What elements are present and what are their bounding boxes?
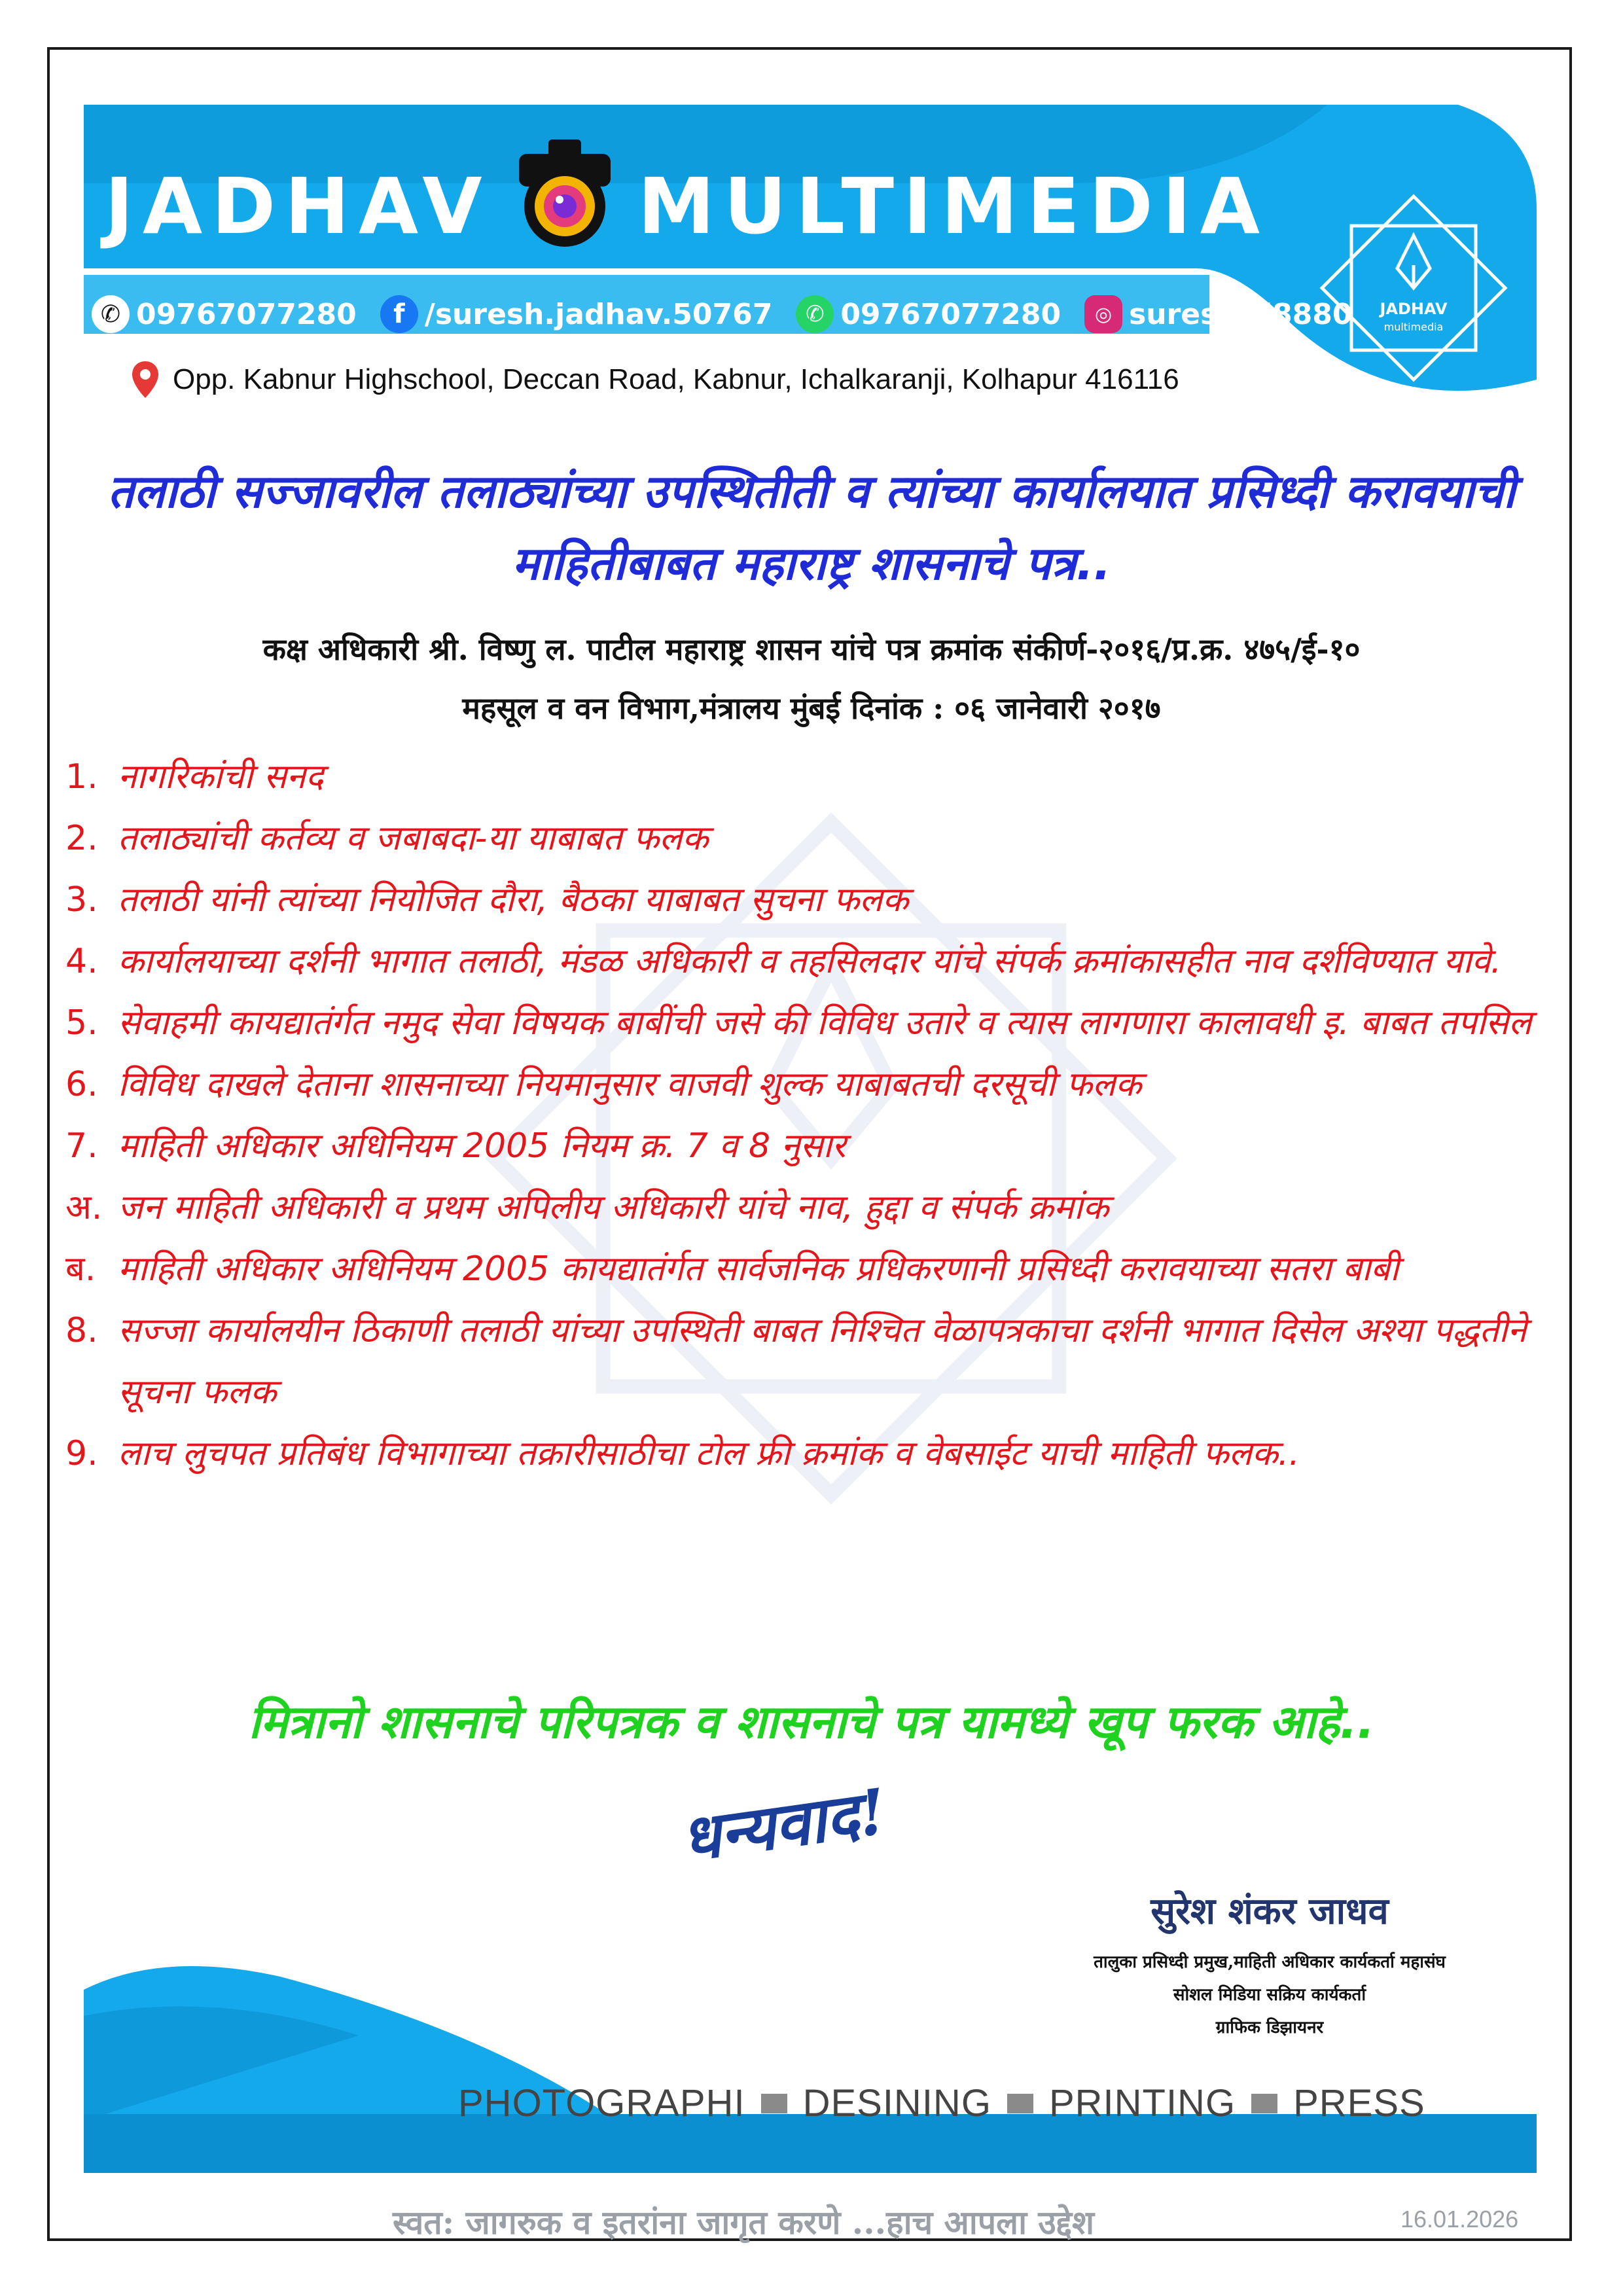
item-number: 9.: [65, 1434, 98, 1473]
item-number: 4.: [65, 942, 98, 981]
item-number: ब.: [65, 1249, 96, 1289]
facebook-handle: /suresh.jadhav.50767: [424, 297, 773, 331]
service-designing: DESINING: [802, 2082, 991, 2125]
service-photography: PHOTOGRAPHI: [458, 2082, 745, 2125]
list-item: [65, 1115, 1571, 1177]
item-text: तलाठी यांनी त्यांच्या नियोजित दौरा, बैठका याबाबत सुचना फलक: [118, 880, 909, 920]
item-text: तलाठ्यांची कर्तव्य व जबाबदा-या याबाबत फलक: [118, 819, 709, 858]
list-item: [65, 1300, 1571, 1423]
item-text: सज्जा कार्यालयीन ठिकाणी तलाठी यांच्या उपस्थिती बाबत निश्चित वेळापत्रकाचा दर्शनी भागात दिसेल अश्या पद्धतीने सूचना फलक: [118, 1311, 1527, 1412]
title-line-1: तलाठी सज्जावरील तलाठ्यांच्या उपस्थितीती व त्यांच्या कार्यालयात प्रसिध्दी करावयाची: [107, 465, 1516, 518]
list-item: [65, 746, 1571, 808]
list-item: [65, 1054, 1571, 1115]
address-text: Opp. Kabnur Highschool, Deccan Road, Kabnur, Ichalkaranji, Kolhapur 416116: [173, 363, 1179, 395]
address-line: [131, 360, 1179, 399]
item-text: लाच लुचपत प्रतिबंध विभागाच्या तक्रारीसाठीचा टोल फ्री क्रमांक व वेबसाईट याची माहिती फलक..: [118, 1434, 1300, 1473]
whatsapp-number: 09767077280: [840, 297, 1061, 331]
camera-lens-icon: [499, 128, 630, 259]
list-item: [65, 992, 1571, 1054]
item-number: अ.: [65, 1188, 103, 1227]
item-number: 1.: [65, 757, 98, 797]
thank-you-calligraphy: धन्यवाद!: [677, 1774, 891, 1876]
item-text: माहिती अधिकार अधिनियम 2005 नियम क्र. 7 व 8 नुसार: [118, 1126, 846, 1166]
list-item: [65, 1177, 1571, 1238]
facebook-icon: f: [380, 295, 418, 333]
signatory-name: सुरेश शंकर जाधव: [1150, 1890, 1389, 1933]
service-printing: PRINTING: [1048, 2082, 1236, 2125]
item-text: विविध दाखले देताना शासनाच्या नियमानुसार वाजवी शुल्क याबाबतची दरसूची फलक: [118, 1065, 1142, 1104]
brand-logo: [105, 157, 1269, 255]
phone-number: 09767077280: [136, 297, 357, 331]
list-item: [65, 931, 1571, 992]
item-number: 2.: [65, 819, 98, 858]
item-text: नागरिकांची सनद: [118, 757, 324, 797]
item-number: 7.: [65, 1126, 98, 1166]
requirements-list: [65, 746, 1571, 1484]
letter-reference: कक्ष अधिकारी श्री. विष्णु ल. पाटील महाराष्ट्र शासन यांचे पत्र क्रमांक संकीर्ण-२०१६/प्र.क्र. ४७५/ई-१०: [262, 632, 1361, 667]
location-pin-icon: [131, 360, 160, 399]
separator-square: [761, 2094, 787, 2113]
motto: स्वत: जागरुक व इतरांना जागृत करणे ...हाच आपला उद्देश: [393, 2203, 1095, 2242]
service-press: PRESS: [1293, 2082, 1425, 2125]
item-number: 8.: [65, 1311, 98, 1350]
svg-text:multimedia: multimedia: [1383, 321, 1444, 333]
date-stamp: 16.01.2026: [1400, 2206, 1519, 2233]
contact-bar: [86, 288, 1364, 340]
instagram-icon: ◎: [1084, 295, 1122, 333]
instagram-handle: suresh_ j8880: [1129, 297, 1353, 331]
brand-name-left: JADHAV: [105, 161, 491, 251]
services-strip: [458, 2081, 1425, 2125]
item-number: 3.: [65, 880, 98, 920]
brand-name-right: MULTIMEDIA: [637, 161, 1270, 251]
item-text: कार्यालयाच्या दर्शनी भागात तलाठी, मंडळ अधिकारी व तहसिलदार यांचे संपर्क क्रमांकासहीत नाव दर्शविण्यात यावे.: [118, 942, 1502, 981]
phone-icon: ✆: [92, 295, 130, 333]
closing-note: मित्रानो शासनाचे परिपत्रक व शासनाचे पत्र यामध्ये खूप फरक आहे..: [248, 1695, 1375, 1749]
whatsapp-icon: ✆: [796, 295, 834, 333]
signatory-title-2: सोशल मिडिया सक्रिय कार्यकर्ता: [1173, 1985, 1366, 2005]
item-number: 6.: [65, 1065, 98, 1104]
item-number: 5.: [65, 1003, 98, 1043]
separator-square: [1251, 2094, 1277, 2113]
list-item: [65, 808, 1571, 869]
list-item: [65, 1238, 1571, 1300]
separator-square: [1007, 2094, 1033, 2113]
letter-department-date: महसूल व वन विभाग,मंत्रालय मुंबई दिनांक : ०६ जानेवारी २०१७: [462, 691, 1161, 726]
item-text: माहिती अधिकार अधिनियम 2005 कायद्यातंर्गत सार्वजनिक प्रधिकरणानी प्रसिध्दी करावयाच्या सतरा बाबी: [118, 1249, 1399, 1289]
signatory-title-3: ग्राफिक डिझायनर: [1215, 2018, 1324, 2037]
item-text: सेवाहमी कायद्यातंर्गत नमुद सेवा विषयक बाबींची जसे की विविध उतारे व त्यास लागणारा कालावधी इ. बाबत तपसिल: [118, 1003, 1532, 1043]
list-item: [65, 869, 1571, 931]
signatory-title-1: तालुका प्रसिध्दी प्रमुख,माहिती अधिकार कार्यकर्ता महासंघ: [1094, 1952, 1446, 1972]
svg-text:JADHAV: JADHAV: [1380, 300, 1448, 318]
title-line-2: माहितीबाबत महाराष्ट्र शासनाचे पत्र..: [512, 537, 1111, 590]
list-item: [65, 1423, 1571, 1484]
jadhav-multimedia-emblem: [1315, 190, 1512, 386]
item-text: जन माहिती अधिकारी व प्रथम अपिलीय अधिकारी यांचे नाव, हुद्दा व संपर्क क्रमांक: [118, 1188, 1109, 1227]
